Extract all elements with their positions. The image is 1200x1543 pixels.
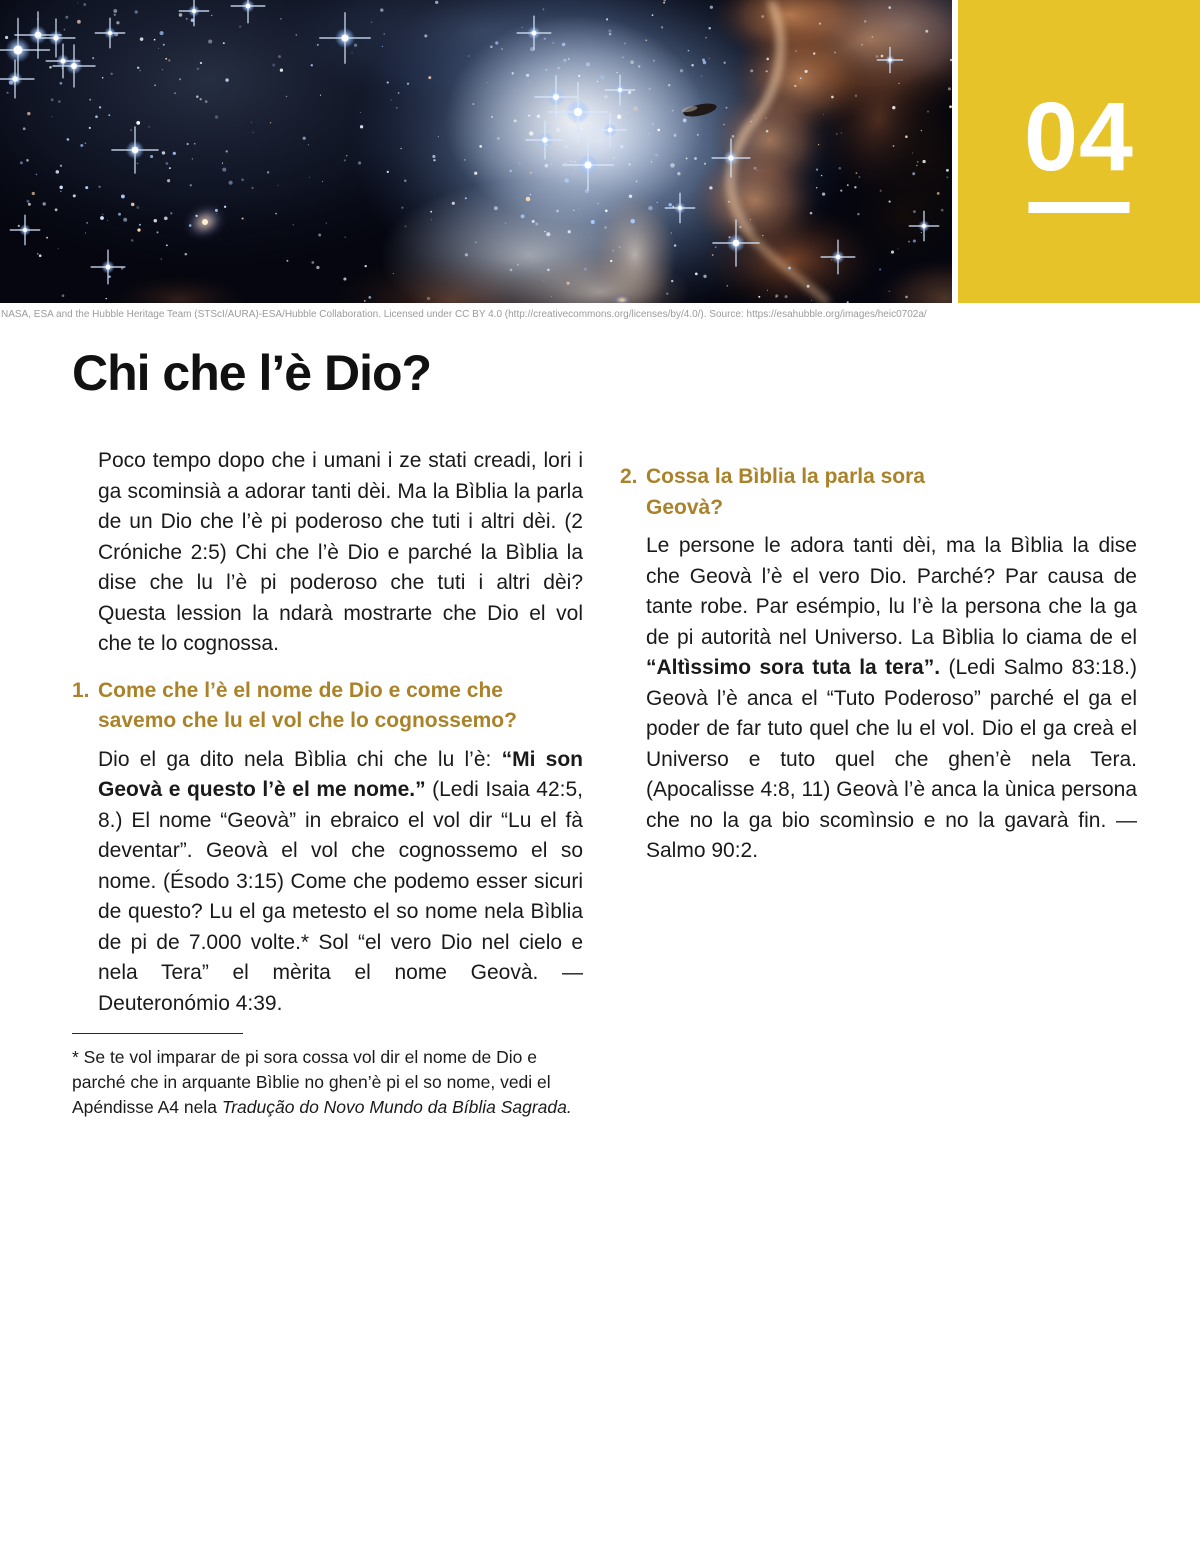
question-1-text: Come che l’è el nome de Dio e come che savemo che lu el vol che lo cognossemo? xyxy=(98,678,517,732)
chapter-badge xyxy=(958,0,1200,303)
image-credit: NASA, ESA and the Hubble Heritage Team (STScI/AURA)-ESA/Hubble Collaboration. Licensed under CC BY 4.0 (http://creativecommons.org/licenses/by/4.0/). Source: https://esahubble.org/images/heic0702a/ xyxy=(1,309,927,320)
hero-image xyxy=(0,0,952,303)
question-2-heading xyxy=(620,462,1137,523)
left-column xyxy=(72,446,583,1120)
intro-paragraph: Poco tempo dopo che i umani i ze stati creadi, lori i ga scominsià a adorar tanti dèi. Ma la Bìblia la parla de un Dio che l’è pi poderoso che tuti i altri dèi. (2 Cróniche 2:5) Chi che l’è Dio e parché la Bìblia la dise che lu l’è pi poderoso che tuti i altri dèi? Questa lession la ndarà mostrarte che Dio el vol che te lo cognossa. xyxy=(98,449,583,655)
hero-section xyxy=(0,0,1200,303)
chapter-underline xyxy=(1029,202,1130,213)
question-2-paragraph: Le persone le adora tanti dèi, ma la Bìblia la dise che Geovà l’è el vero Dio. Parché? Par causa de tante robe. Par esémpio, lu l’è la persona che la ga de pi autorità nel Universo. La Bìblia lo ciama de el “Altìssimo sora tuta la tera”. (Ledi Salmo 83:18.) Geovà l’è anca el “Tuto Poderoso” parché el ga el poder de far tuto quel che lu el vol. Dio el ga creà el Universo e tuto quel che ghen’è nela Tera. (Apocalisse 4:8, 11) Geovà l’è anca la ùnica persona che no la ga bio scomìnsio e no la gavarà fin. — Salmo 90:2. xyxy=(646,534,1137,862)
question-2-text: Cossa la Bìblia la parla sora Geovà? xyxy=(646,465,925,519)
question-2-number: 2. xyxy=(620,465,638,488)
footnote: * Se te vol imparar de pi sora cossa vol dir el nome de Dio e parché che in arquante Bìblie no ghen’è pi el so nome, vedi el Apéndisse A4 nela Tradução do Novo Mundo da Bíblia Sagrada. xyxy=(72,1047,572,1117)
content-columns xyxy=(72,446,1200,1120)
question-2 xyxy=(620,462,1137,867)
right-column xyxy=(620,446,1137,1120)
nebula-starfield-illustration xyxy=(0,0,952,303)
question-1-paragraph: Dio el ga dito nela Bìblia chi che lu l’è: “Mi son Geovà e questo l’è el me nome.” (Ledi Isaia 42:5, 8.) El nome “Geovà” in ebraico el vol dir “Lu el fà deventar”. Geovà el vol che cognossemo el so nome. (Ésodo 3:15) Come che podemo esser sicuri de questo? Lu el ga metesto el so nome nela Bìblia de pi de 7.000 volte.* Sol “el vero Dio nel cielo e nela Tera” el mèrita el nome Geovà. — Deuteronómio 4:39. xyxy=(98,747,583,1015)
question-1-number: 1. xyxy=(72,678,90,702)
question-1 xyxy=(72,676,583,1020)
question-1-heading xyxy=(72,676,583,737)
footnote-divider xyxy=(72,1033,243,1034)
page-title: Chi che l’è Dio? xyxy=(72,345,432,401)
chapter-number: 04 xyxy=(1024,82,1134,191)
